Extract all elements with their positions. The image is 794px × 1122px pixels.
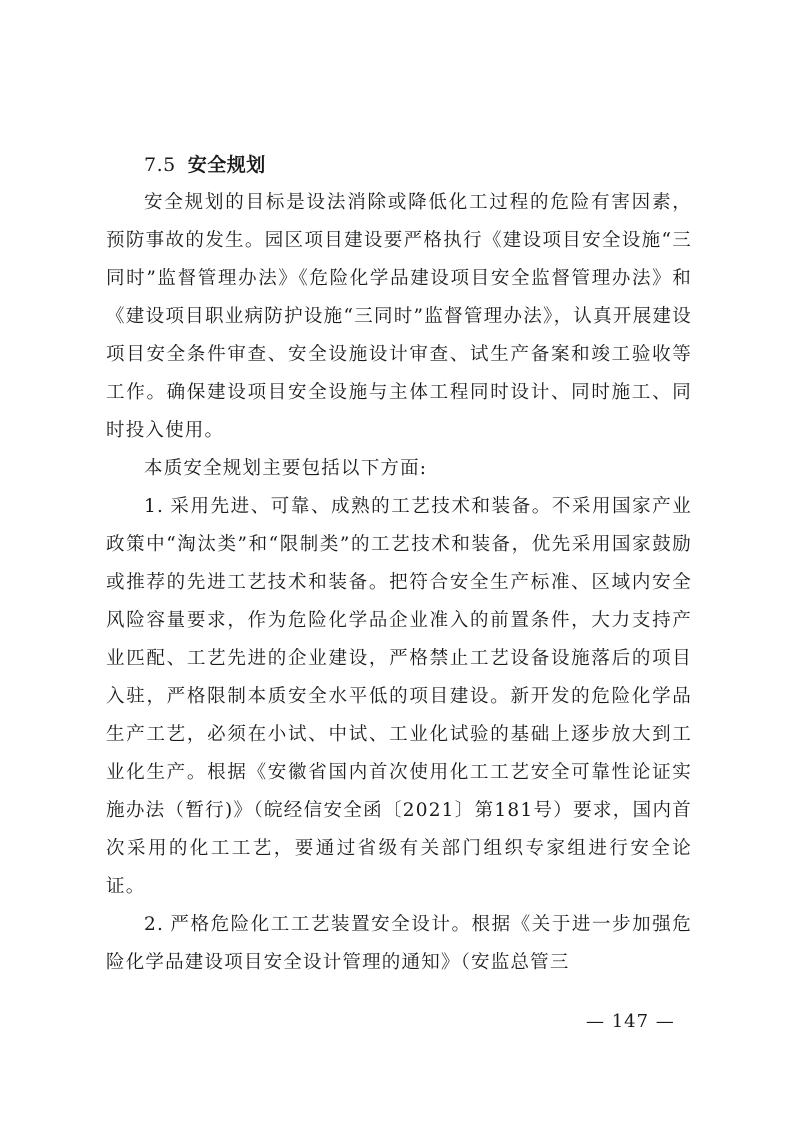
list-item-2-text: 严格危险化工工艺装置安全设计。根据《关于进一步加强危险化学品建设项目安全设计管理的通知》（安监总管三 (106, 914, 692, 973)
page-number: — 147 — (586, 1011, 675, 1032)
list-item-2 (106, 906, 692, 982)
paragraph-safety-goal: 安全规划的目标是设法消除或降低化工过程的危险有害因素，预防事故的发生。园区项目建设要严格执行《建设项目安全设施“三同时”监督管理办法》《危险化学品建设项目安全监督管理办法》和《建设项目职业病防护设施“三同时”监督管理办法》，认真开展建设项目安全条件审查、安全设施设计审查、试生产备案和竣工验收等工作。确保建设项目安全设施与主体工程同时设计、同时施工、同时投入使用。 (106, 192, 692, 441)
section-heading (106, 146, 692, 184)
list-item-1 (106, 488, 692, 906)
page-content (106, 146, 692, 982)
section-title: 安全规划 (187, 154, 266, 176)
section-number: 7.5 (144, 154, 176, 176)
list-item-1-number: 1. (144, 496, 165, 517)
paragraph-intrinsic-safety-intro: 本质安全规划主要包括以下方面: (144, 458, 428, 479)
list-item-2-number: 2. (144, 914, 165, 935)
list-item-1-text: 采用先进、可靠、成熟的工艺技术和装备。不采用国家产业政策中“淘汰类”和“限制类”的工艺技术和装备，优先采用国家鼓励或推荐的先进工艺技术和装备。把符合安全生产标准、区域内安全风险容量要求，作为危险化学品企业准入的前置条件，大力支持产业匹配、工艺先进的企业建设，严格禁止工艺设备设施落后的项目入驻，严格限制本质安全水平低的项目建设。新开发的危险化学品生产工艺，必须在小试、中试、工业化试验的基础上逐步放大到工业化生产。根据《安徽省国内首次使用化工工艺安全可靠性论证实施办法（暂行)》（皖经信安全函〔2021〕第181号）要求，国内首次采用的化工工艺，要通过省级有关部门组织专家组进行安全论证。 (106, 496, 692, 897)
